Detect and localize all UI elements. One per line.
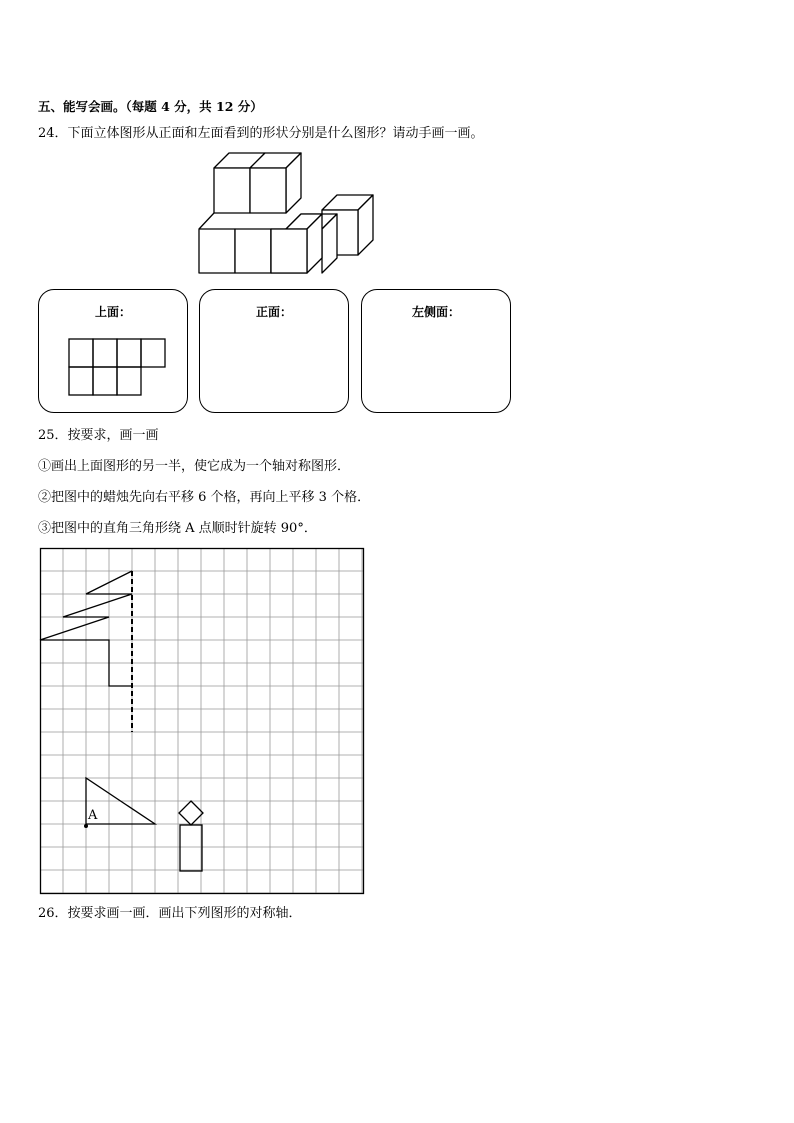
top-view-label: 上面：: [94, 305, 131, 319]
point-a-label: A: [88, 808, 98, 823]
candle-flame: [179, 801, 203, 825]
front-view-label: 正面：: [255, 305, 292, 319]
step-1: ①画出上面图形的另一半，使它成为一个轴对称图形．: [38, 459, 351, 474]
section-title: 五、能写会画。（每题 4 分，共 12 分）: [38, 99, 263, 114]
top-view-drawing: [0, 0, 794, 420]
point-a: [84, 824, 88, 828]
question-25: 25．按要求，画一画: [38, 428, 159, 443]
step-2: ②把图中的蜡烛先向右平移 6 个格，再向上平移 3 个格．: [38, 490, 371, 505]
question-26: 26．按要求画一画．画出下列图形的对称轴．: [38, 906, 302, 921]
step-3: ③把图中的直角三角形绕 A 点顺时针旋转 90°．: [38, 521, 317, 536]
candle-body: [180, 825, 202, 871]
left-view-label: 左侧面：: [411, 305, 460, 319]
drawing-grid[interactable]: [40, 548, 364, 894]
question-24: 24．下面立体图形从正面和左面看到的形状分别是什么图形？请动手画一画。: [38, 126, 484, 141]
